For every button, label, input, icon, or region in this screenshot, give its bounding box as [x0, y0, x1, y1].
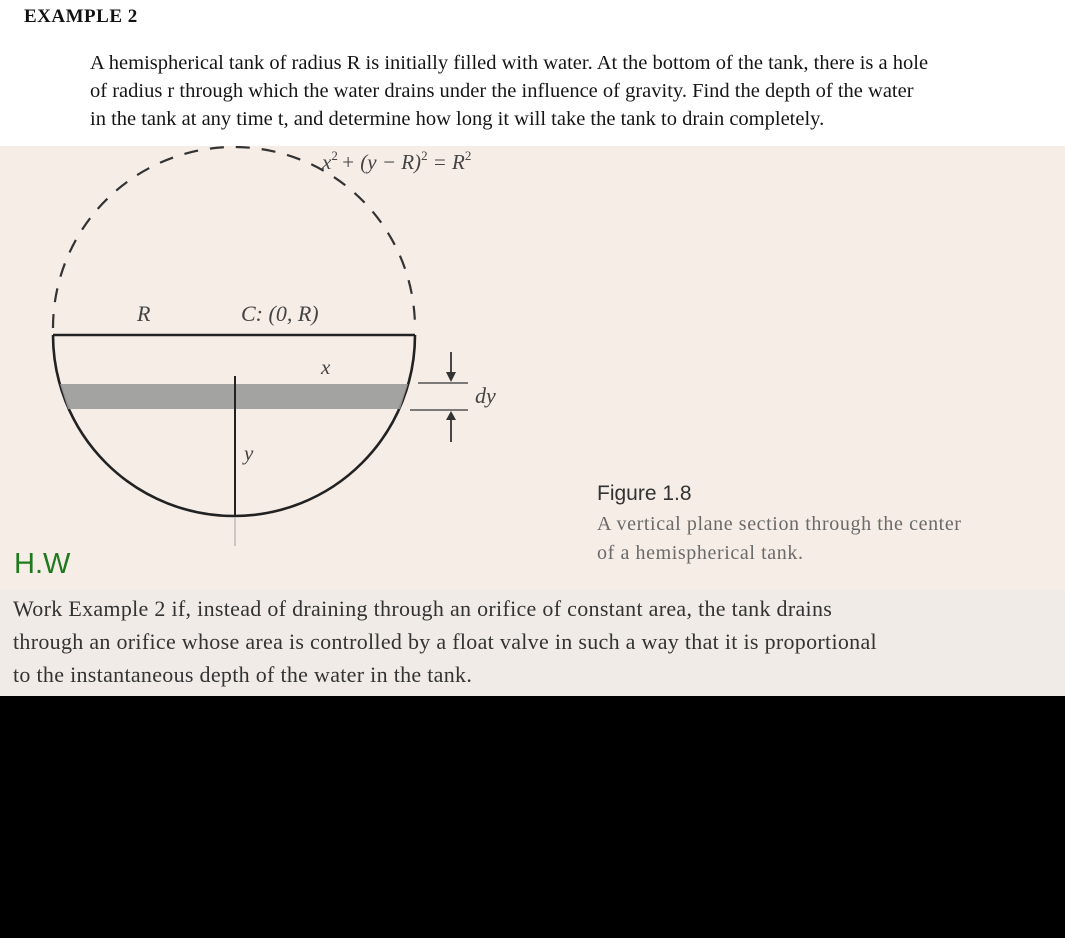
dy-arrow-up-head — [446, 411, 456, 420]
problem-statement — [90, 49, 1040, 133]
problem-line: in the tank at any time t, and determine how long it will take the tank to drain completely. — [90, 108, 825, 130]
figure-number: Figure 1.8 — [597, 482, 692, 505]
dy-label: dy — [475, 383, 496, 408]
homework-line: through an orifice whose area is controlled by a float valve in such a way that it is proportional — [13, 629, 877, 654]
eq-x: x — [322, 150, 332, 174]
figure-caption — [597, 482, 962, 568]
eq-term: + (y − R) — [340, 150, 422, 174]
problem-line: of radius r through which the water drains under the influence of gravity. Find the depth of the water — [90, 80, 914, 102]
x-label: x — [321, 355, 331, 379]
homework-label: H.W — [14, 548, 71, 580]
eq-sup: 2 — [421, 148, 428, 163]
homework-text — [13, 592, 1058, 691]
example-heading: EXAMPLE 2 — [24, 6, 138, 27]
caption-line: A vertical plane section through the center — [597, 513, 962, 535]
homework-line: Work Example 2 if, instead of draining through an orifice of constant area, the tank drains — [13, 596, 833, 621]
problem-line: A hemispherical tank of radius R is initially filled with water. At the bottom of the tank, there is a hole — [90, 52, 929, 74]
eq-sup: 2 — [331, 148, 338, 163]
y-label: y — [244, 441, 254, 465]
figure-area — [0, 146, 1065, 589]
dy-arrow-down-head — [446, 372, 456, 382]
homework-line: to the instantaneous depth of the water in the tank. — [13, 662, 473, 687]
eq-rhs: = R — [432, 150, 465, 174]
figure-description — [597, 510, 962, 568]
dashed-circle-upper — [53, 147, 415, 328]
caption-line: of a hemispherical tank. — [597, 542, 804, 564]
homework-section — [0, 589, 1065, 696]
center-label: C: (0, R) — [241, 301, 319, 326]
equation-label — [321, 148, 471, 174]
problem-section — [0, 0, 1065, 146]
radius-label: R — [137, 301, 151, 326]
eq-sup: 2 — [464, 148, 472, 163]
